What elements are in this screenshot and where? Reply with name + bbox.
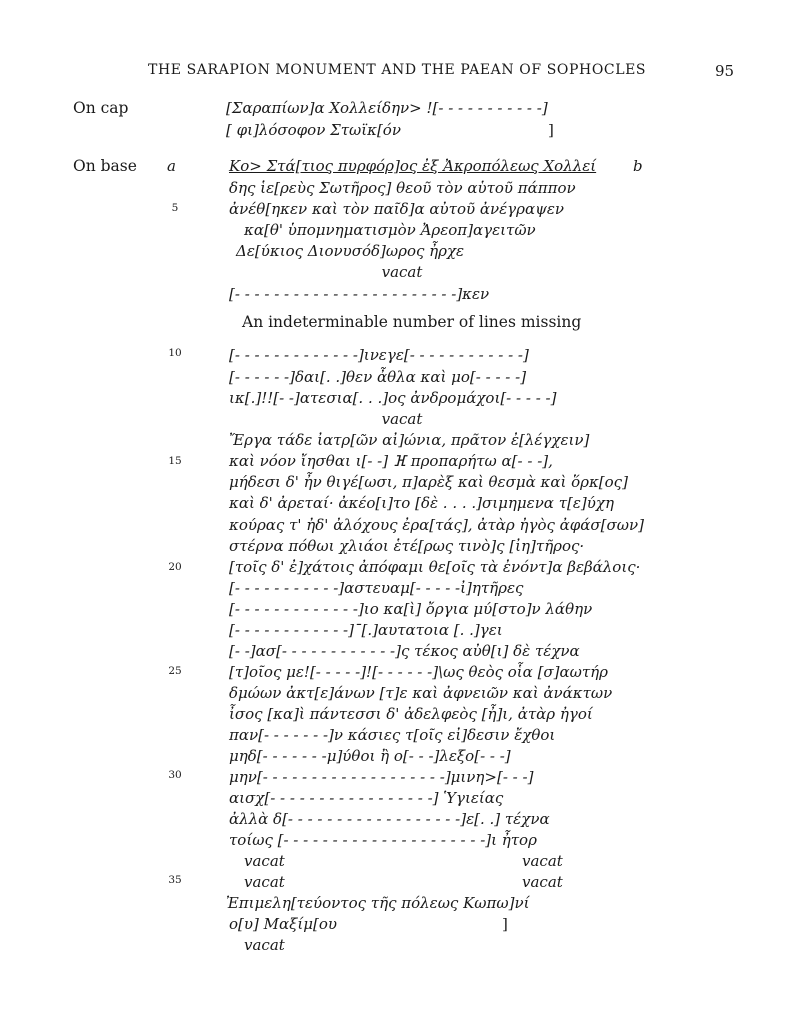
- text-line: στέρνα πόθωι χλιάοι ἑτέ[ρως τινὸ]ς [ἰη]τῆρος·: [229, 537, 585, 555]
- base-line: ἀνέθ[ηκεν καὶ τὸν παῖδ]α αὐτοῦ ἀνέγραψεν: [229, 200, 565, 218]
- vacat: vacat: [244, 873, 285, 891]
- line-number-15: 15: [168, 455, 182, 467]
- text-line: μην[- - - - - - - - - - - - - - - - - - -]μινη>[- - -]: [229, 768, 534, 786]
- line-number-30: 30: [168, 769, 182, 781]
- running-title: THE SARAPION MONUMENT AND THE PAEAN OF SOPHOCLES: [148, 62, 647, 78]
- text-line: μήδεσι δ' ἦν θιγέ[ωσι, π]αρὲξ καὶ θεσμὰ καὶ ὅρκ[ος]: [229, 473, 628, 491]
- text-line: Ἐπιμελη[τεύοντος τῆς πόλεως Κωπω]νί: [226, 894, 530, 912]
- text-line: ἀλλὰ δ[- - - - - - - - - - - - - - - - - -]ε[. .] τέχνα: [229, 810, 550, 828]
- base-line: [- - - - - - - - - - - - - - - - - - - - - - -]κεν: [229, 285, 490, 303]
- cap-line: [Σαραπίων]α Χολλείδην> ![- - - - - - - - - - -]: [226, 99, 548, 117]
- base-line: Δε[ύκιος Διονυσόδ]ωρος ἦρχε: [236, 242, 465, 260]
- cap-line: [ φι]λόσοφον Στωϊκ[όν: [226, 121, 401, 139]
- missing-lines-note: An indeterminable number of lines missing: [242, 313, 582, 331]
- cap-closing-bracket: ]: [548, 121, 554, 139]
- on-cap-label: On cap: [73, 99, 129, 117]
- line-number-35: 35: [168, 874, 182, 886]
- running-header: [0, 62, 801, 82]
- base-line: κα[θ' ὑπομνηματισμὸν Ἀρεοπ]αγειτῶν: [244, 221, 536, 239]
- text-line: [- - - - - - - - - - - - -]ινεγε[- - - - - - - - - - - -]: [229, 346, 529, 364]
- base-line: δης ἱε[ρεὺς Σωτῆρος] θεοῦ τὸν αὑτοῦ πάππον: [229, 179, 576, 197]
- text-line: [τ]οῖος με![- - - - -]![- - - - - -]\ως θεὸς οἷα [σ]αωτήρ: [229, 663, 608, 681]
- on-base-label: On base: [73, 157, 137, 175]
- vacat: vacat: [244, 936, 285, 954]
- text-line: [- - - - - - - - - - -]αστευαμ[- - - - -ἰ]ητῆρες: [229, 579, 524, 597]
- text-line: ικ[.]!![- -]ατεσια[. . .]ος ἀνδρομάχοι[- - - - -]: [229, 389, 557, 407]
- text-line: παν[- - - - - - -]ν κάσιες τ[οῖς εἰ]δεσιν ἔχθοι: [229, 726, 556, 744]
- face-b-marker: b: [633, 157, 643, 175]
- vacat: vacat: [244, 852, 285, 870]
- base-line: Κο> Στά[τιος πυρφόρ]ος ἐξ Ἀκροπόλεως Χολλεί: [229, 157, 597, 175]
- vacat: vacat: [522, 852, 563, 870]
- text-line: [- - - - - - - - - - - - -]ιο κα[ὶ] ὄργια μύ[στο]ν λάθην: [229, 600, 593, 618]
- text-line: αισχ[- - - - - - - - - - - - - - - - -] Ὑγιείας: [229, 789, 504, 807]
- text-line: [τοῖς δ' ἐ]χάτοις ἀπόφαμι θε[οῖς τὰ ἐνόντ]α βεβάλοις·: [229, 558, 641, 576]
- face-a-marker: a: [167, 157, 176, 175]
- vacat: vacat: [522, 873, 563, 891]
- text-line: τοίως [- - - - - - - - - - - - - - - - - - - - -]ι ἦτορ: [229, 831, 537, 849]
- text-line: καὶ νόον ἴησθαι ι[- -] ⴼ προπαρήτω α[- - -],: [229, 452, 553, 470]
- text-line: δμώων ἀκτ[ε]άνων [τ]ε καὶ ἀφνειῶν καὶ ἀνάκτων: [229, 684, 613, 702]
- line-number-5: 5: [171, 202, 179, 214]
- text-line: ἶσος [κα]ὶ πάντεσσι δ' ἀδελφεὸς [ἦ]ι, ἀτὰρ ἠγοί: [229, 705, 593, 723]
- closing-bracket: ]: [502, 915, 508, 933]
- line-number-25: 25: [168, 665, 182, 677]
- text-line: Ἔργα τάδε ἰατρ[ῶν αἰ]ώνια, πρᾶτον ἐ[λέγχειν]: [229, 431, 590, 449]
- vacat: vacat: [381, 410, 423, 428]
- vacat: vacat: [381, 263, 423, 281]
- line-number-10: 10: [168, 347, 182, 359]
- text-line: μηδ[- - - - - - -μ]ύθοι ἢ ο[- - -]λεξο[- - -]: [229, 747, 511, 765]
- page-number: 95: [715, 62, 735, 80]
- text-line: καὶ δ' ἀρεταί· ἀκέο[ι]το [δὲ . . . .]σιμημενα τ[ε]ύχη: [229, 494, 614, 512]
- line-number-20: 20: [168, 561, 182, 573]
- text-line: ο[υ] Μαξίμ[ου: [229, 915, 338, 933]
- text-line: [- - - - - - - - - - - -]ˉ[.]αυτατοια [. .]γει: [229, 621, 503, 639]
- text-line: κούρας τ' ἠδ' ἀλόχους ἐρα[τάς], ἀτὰρ ἠγὸς ἀφάσ[σων]: [229, 516, 644, 534]
- text-line: [- -]ασ[- - - - - - - - - - - -]ς τέκος αὐθ[ι] δὲ τέχνα: [229, 642, 580, 660]
- text-line: [- - - - - -]δαι[. .]θεν ἆθλα καὶ μο[- - - - -]: [229, 368, 527, 386]
